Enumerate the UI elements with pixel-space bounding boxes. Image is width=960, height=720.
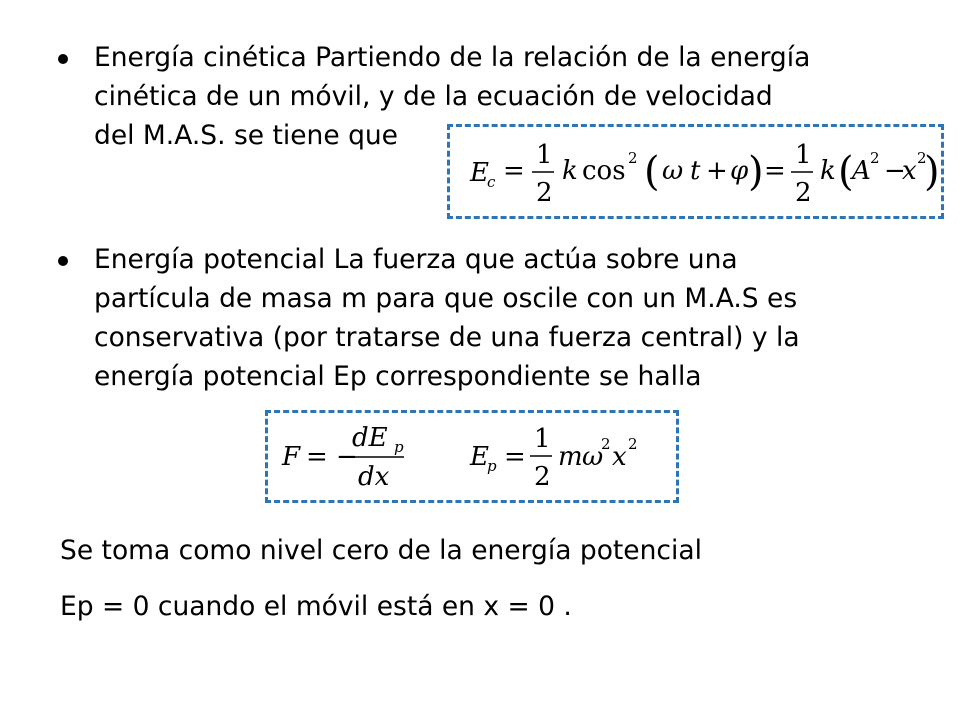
fraction-denominator: dx: [358, 462, 390, 492]
formula-symbol: x: [612, 442, 627, 472]
formula-symbol: ω: [662, 156, 684, 186]
text-line: Energía potencial La fuerza que actúa sobre una: [94, 244, 738, 275]
formula-superscript: 2: [917, 149, 927, 167]
kinetic-energy-formula: [450, 127, 941, 216]
formula-symbol: m: [558, 442, 583, 472]
formula-paren: (: [644, 149, 660, 195]
potential-energy-paragraph: [94, 240, 914, 396]
formula-symbol: E: [470, 442, 489, 472]
formula-symbol: k: [562, 156, 578, 186]
text-line: cinética de un móvil, y de la ecuación de velocidad: [94, 81, 773, 112]
potential-energy-formula-box: [265, 410, 679, 503]
formula-operator: =: [504, 442, 526, 472]
formula-operator: +: [706, 156, 728, 186]
closing-line-2: Ep = 0 cuando el móvil está en x = 0 .: [60, 591, 572, 622]
potential-energy-formula: [268, 413, 676, 500]
closing-line-1: Se toma como nivel cero de la energía potencial: [60, 535, 702, 566]
fraction-denominator: 2: [534, 462, 551, 492]
formula-subscript: p: [487, 457, 497, 475]
formula-operator: =: [764, 156, 786, 186]
formula-symbol: φ: [730, 156, 749, 186]
fraction-numerator: 1: [534, 424, 551, 454]
fraction-denominator: 2: [536, 178, 553, 208]
formula-symbol: k: [820, 156, 836, 186]
bullet-dot: [58, 54, 68, 64]
fraction-numerator: 1: [795, 140, 812, 170]
bullet-dot: [58, 256, 68, 266]
formula-symbol: ω: [582, 442, 604, 472]
formula-subscript: p: [394, 438, 404, 456]
fraction-numerator: dE: [352, 423, 388, 453]
formula-operator: = −: [306, 442, 358, 472]
fraction-numerator: 1: [536, 140, 553, 170]
text-line: Energía cinética Partiendo de la relación de la energía: [94, 42, 811, 73]
formula-function: cos: [582, 156, 626, 186]
formula-superscript: 2: [870, 149, 880, 167]
formula-paren: ): [924, 149, 940, 195]
fraction-denominator: 2: [795, 178, 812, 208]
formula-operator: =: [503, 156, 525, 186]
text-line: energía potencial Ep correspondiente se halla: [94, 361, 702, 392]
formula-paren: (: [838, 149, 854, 195]
formula-superscript: 2: [601, 435, 611, 453]
formula-superscript: 2: [628, 435, 638, 453]
formula-symbol: A: [852, 156, 871, 186]
formula-symbol: F: [282, 442, 301, 472]
formula-paren: ): [748, 149, 764, 195]
kinetic-energy-formula-box: [447, 124, 944, 219]
formula-subscript: c: [487, 173, 496, 191]
text-line: partícula de masa m para que oscile con un M.A.S es: [94, 283, 798, 314]
formula-superscript: 2: [628, 149, 638, 167]
text-line: del M.A.S. se tiene que: [94, 120, 398, 151]
formula-symbol: E: [470, 158, 489, 188]
formula-symbol: x: [902, 156, 917, 186]
formula-symbol: t: [690, 156, 701, 186]
formula-operator: −: [884, 156, 906, 186]
text-line: conservativa (por tratarse de una fuerza central) y la: [94, 322, 800, 353]
